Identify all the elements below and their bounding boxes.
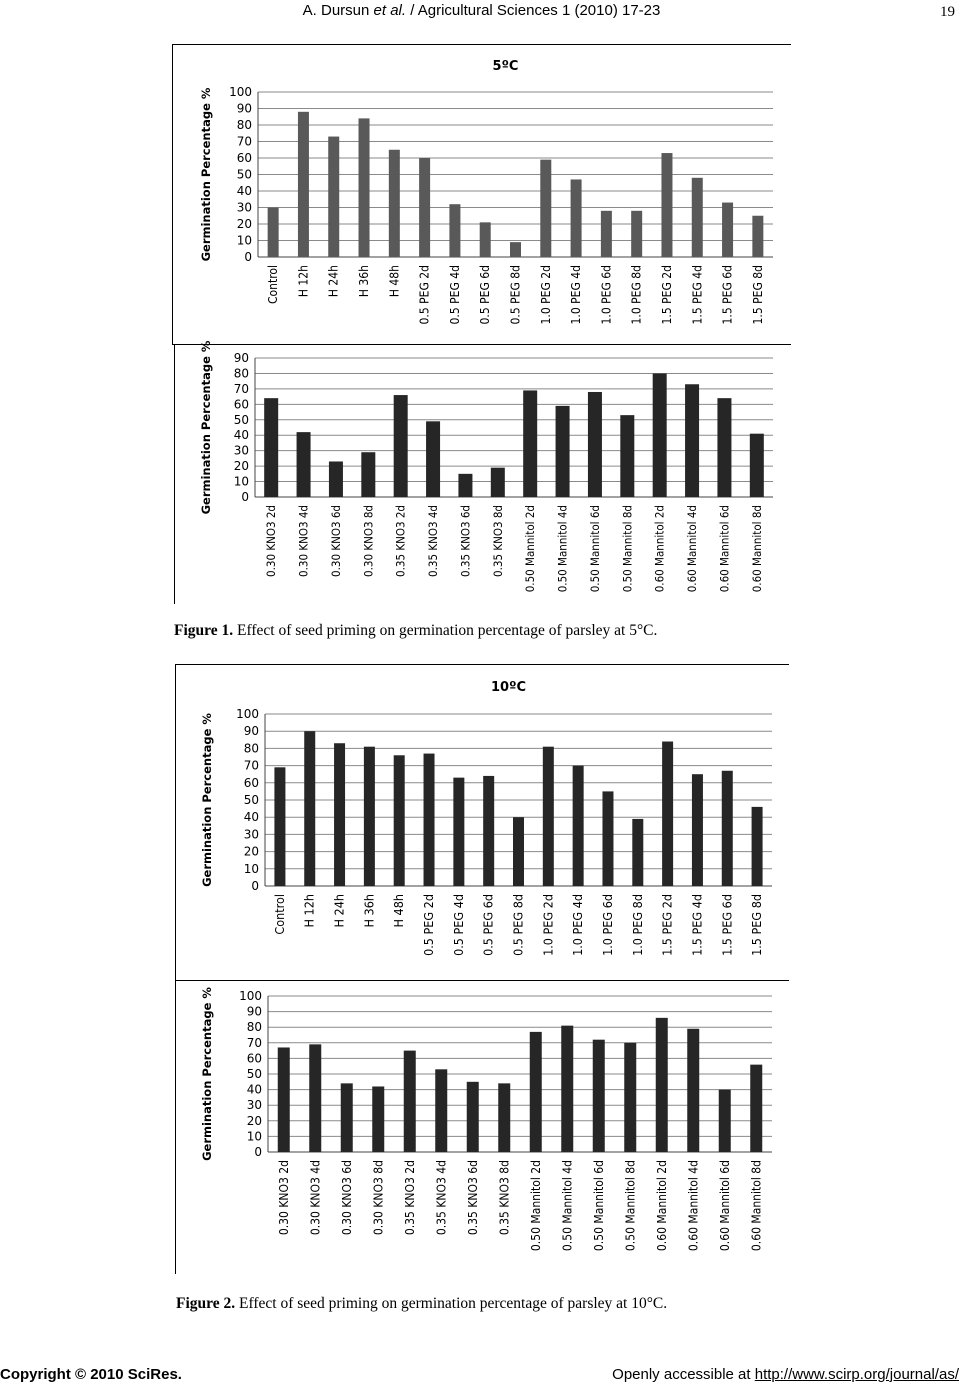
bar xyxy=(717,398,731,497)
x-tick-label: 0.50 Mannitol 4d xyxy=(555,505,570,593)
x-tick-label: Control xyxy=(266,265,281,304)
bar xyxy=(750,434,764,497)
x-tick-label: 0.35 KNO3 6d xyxy=(458,505,473,577)
x-tick-label: 0.5 PEG 8d xyxy=(508,265,523,325)
bar xyxy=(620,415,634,497)
bar xyxy=(510,242,521,257)
x-tick-label: 1.0 PEG 2d xyxy=(540,894,556,956)
x-tick-label: 0.5 PEG 4d xyxy=(450,894,466,956)
fig1-divider xyxy=(172,344,791,345)
chart-title: 10ºC xyxy=(491,680,526,695)
x-tick-label: 0.30 KNO3 8d xyxy=(361,505,376,577)
figure2-caption xyxy=(176,1295,667,1313)
x-tick-label: 1.0 PEG 8d xyxy=(629,265,644,325)
y-tick-label: 0 xyxy=(241,490,249,504)
chart-5c-primary-svg xyxy=(174,46,791,344)
figure2-caption-label: Figure 2. xyxy=(176,1295,236,1312)
bar xyxy=(498,1083,510,1152)
figure2-caption-text: Effect of seed priming on germination percentage of parsley at 10°C. xyxy=(235,1295,668,1312)
bar xyxy=(389,150,400,257)
y-tick-label: 20 xyxy=(246,1113,262,1128)
x-tick-label: 1.0 PEG 6d xyxy=(599,894,615,956)
x-tick-label: 1.5 PEG 2d xyxy=(659,265,674,325)
x-tick-label: 0.60 Mannitol 2d xyxy=(654,1160,669,1252)
bar xyxy=(662,742,673,886)
bar xyxy=(719,1090,731,1152)
x-tick-label: 0.60 Mannitol 8d xyxy=(749,1160,764,1252)
x-tick-label: 0.35 KNO3 4d xyxy=(434,1160,449,1236)
y-tick-label: 10 xyxy=(236,233,252,248)
bar xyxy=(435,1069,447,1152)
bar xyxy=(543,747,554,886)
x-tick-label: H 12h xyxy=(301,894,317,928)
bar xyxy=(426,421,440,497)
bar xyxy=(424,754,435,886)
y-tick-label: 50 xyxy=(233,412,249,427)
figure1-caption-text: Effect of seed priming on germination percentage of parsley at 5°C. xyxy=(233,622,658,639)
x-tick-label: 1.0 PEG 8d xyxy=(629,894,645,956)
bar xyxy=(685,384,699,497)
y-axis-label: Germination Percentage % xyxy=(200,713,214,887)
x-tick-label: 0.35 KNO3 6d xyxy=(465,1160,480,1236)
bar xyxy=(556,406,570,497)
bar xyxy=(722,203,733,257)
y-axis-label: Germination Percentage % xyxy=(199,340,213,515)
y-tick-label: 80 xyxy=(236,118,252,132)
bar xyxy=(483,776,494,886)
x-tick-label: 0.30 KNO3 2d xyxy=(264,505,279,577)
x-tick-label: 1.5 PEG 8d xyxy=(750,265,765,325)
y-tick-label: 40 xyxy=(243,810,259,825)
y-tick-label: 0 xyxy=(244,250,252,264)
y-tick-label: 60 xyxy=(246,1051,262,1066)
y-tick-label: 10 xyxy=(233,474,249,489)
bar xyxy=(419,158,430,257)
bar xyxy=(573,766,584,886)
y-axis-label: Germination Percentage % xyxy=(199,87,213,262)
header-etal: et al. xyxy=(373,2,407,19)
y-tick-label: 70 xyxy=(233,381,249,396)
bar xyxy=(653,373,667,497)
x-tick-label: 0.30 KNO3 6d xyxy=(328,505,343,577)
y-tick-label: 80 xyxy=(233,366,249,381)
x-tick-label: 0.5 PEG 6d xyxy=(480,894,496,956)
x-tick-label: 0.60 Mannitol 6d xyxy=(717,505,732,593)
y-tick-label: 80 xyxy=(246,1020,262,1035)
bar xyxy=(453,778,464,886)
x-tick-label: 0.30 KNO3 6d xyxy=(339,1160,354,1236)
x-tick-label: H 36h xyxy=(361,894,377,928)
x-tick-label: 0.5 PEG 4d xyxy=(447,265,462,325)
bar xyxy=(540,160,551,257)
y-tick-label: 0 xyxy=(254,1145,262,1159)
bar xyxy=(298,112,309,257)
x-tick-label: 0.35 KNO3 2d xyxy=(402,1160,417,1236)
y-tick-label: 90 xyxy=(236,101,252,116)
fig2-top-border xyxy=(175,664,789,665)
x-tick-label: 1.5 PEG 8d xyxy=(749,894,765,956)
bar xyxy=(602,791,613,886)
fig1-left-border-bottom xyxy=(174,344,175,604)
x-tick-label: H 48h xyxy=(391,894,407,928)
bar xyxy=(624,1043,636,1152)
chart-10c-primary xyxy=(176,666,789,979)
bar xyxy=(656,1018,668,1152)
bar xyxy=(692,774,703,886)
bar xyxy=(687,1029,699,1152)
bar xyxy=(449,204,460,257)
y-tick-label: 90 xyxy=(243,724,259,739)
y-tick-label: 40 xyxy=(246,1082,262,1097)
footer-access-text: Openly accessible at xyxy=(612,1366,755,1383)
bar xyxy=(530,1032,542,1152)
x-tick-label: Control xyxy=(271,894,287,935)
y-tick-label: 20 xyxy=(243,844,259,859)
chart-5c-primary xyxy=(174,46,791,344)
y-tick-label: 80 xyxy=(243,741,259,756)
bar xyxy=(268,208,279,258)
y-tick-label: 100 xyxy=(239,989,262,1003)
x-tick-label: 0.60 Mannitol 4d xyxy=(685,505,700,593)
x-tick-label: 0.50 Mannitol 6d xyxy=(591,1160,606,1252)
bar xyxy=(394,755,405,886)
bar xyxy=(722,771,733,886)
bar xyxy=(601,211,612,257)
bar xyxy=(588,392,602,497)
y-tick-label: 30 xyxy=(246,1098,262,1113)
bar xyxy=(561,1026,573,1152)
bar xyxy=(364,747,375,886)
bar xyxy=(480,222,491,257)
fig2-divider xyxy=(175,980,789,981)
x-tick-label: 0.5 PEG 8d xyxy=(510,894,526,956)
x-tick-label: 1.5 PEG 2d xyxy=(659,894,675,956)
x-tick-label: 1.5 PEG 4d xyxy=(690,265,705,325)
x-tick-label: 0.50 Mannitol 2d xyxy=(528,1160,543,1252)
x-tick-label: 1.5 PEG 6d xyxy=(720,265,735,325)
x-tick-label: 0.50 Mannitol 8d xyxy=(620,505,635,593)
y-tick-label: 40 xyxy=(233,428,249,443)
x-tick-label: 0.60 Mannitol 4d xyxy=(686,1160,701,1252)
x-tick-label: 0.50 Mannitol 4d xyxy=(560,1160,575,1252)
bar xyxy=(523,390,537,497)
bar xyxy=(593,1040,605,1152)
x-tick-label: 0.50 Mannitol 8d xyxy=(623,1160,638,1252)
bar xyxy=(304,731,315,886)
bar xyxy=(372,1086,384,1152)
y-tick-label: 0 xyxy=(251,879,259,893)
x-tick-label: 0.5 PEG 2d xyxy=(421,894,437,956)
bar xyxy=(278,1047,290,1152)
bar xyxy=(491,468,505,497)
header-author: A. Dursun xyxy=(302,2,370,19)
footer-access xyxy=(612,1366,959,1383)
y-tick-label: 100 xyxy=(229,85,252,99)
x-tick-label: 1.0 PEG 6d xyxy=(599,265,614,325)
bar xyxy=(752,807,763,886)
x-tick-label: 1.5 PEG 6d xyxy=(719,894,735,956)
y-tick-label: 70 xyxy=(246,1035,262,1050)
chart-10c-secondary xyxy=(176,982,789,1274)
x-tick-label: 0.5 PEG 6d xyxy=(478,265,493,325)
x-tick-label: 1.0 PEG 4d xyxy=(570,894,586,956)
y-tick-label: 90 xyxy=(233,351,249,365)
y-tick-label: 20 xyxy=(233,459,249,474)
figure1-caption-label: Figure 1. xyxy=(174,622,234,639)
bar xyxy=(661,153,672,257)
x-tick-label: 0.30 KNO3 4d xyxy=(308,1160,323,1236)
bar xyxy=(361,452,375,497)
fig1-left-border-top xyxy=(172,44,173,344)
y-tick-label: 50 xyxy=(243,793,259,807)
x-tick-label: 0.60 Mannitol 6d xyxy=(717,1160,732,1252)
bar xyxy=(329,461,343,497)
bar xyxy=(264,398,278,497)
bar xyxy=(328,137,339,257)
x-tick-label: 0.35 KNO3 2d xyxy=(393,505,408,577)
x-tick-label: 0.30 KNO3 4d xyxy=(296,505,311,577)
x-tick-label: 0.35 KNO3 8d xyxy=(490,505,505,577)
bar xyxy=(750,1065,762,1152)
y-tick-label: 30 xyxy=(243,827,259,842)
bar xyxy=(297,432,311,497)
footer-copyright: Copyright © 2010 SciRes. xyxy=(0,1366,182,1383)
chart-10c-secondary-svg xyxy=(176,982,789,1274)
bar xyxy=(752,216,763,257)
y-tick-label: 30 xyxy=(233,443,249,458)
y-tick-label: 90 xyxy=(246,1004,262,1019)
bar xyxy=(571,179,582,257)
y-tick-label: 70 xyxy=(236,134,252,149)
running-header xyxy=(0,2,963,19)
bar xyxy=(394,395,408,497)
x-tick-label: 0.5 PEG 2d xyxy=(417,265,432,325)
x-tick-label: 0.50 Mannitol 2d xyxy=(523,505,538,593)
y-tick-label: 50 xyxy=(236,167,252,182)
x-tick-label: 1.0 PEG 4d xyxy=(569,265,584,325)
y-tick-label: 10 xyxy=(243,861,259,876)
x-tick-label: 1.5 PEG 4d xyxy=(689,894,705,956)
fig1-top-border xyxy=(172,44,791,45)
x-tick-label: 0.30 KNO3 8d xyxy=(371,1160,386,1236)
chart-5c-secondary xyxy=(176,340,791,604)
chart-5c-secondary-svg xyxy=(176,340,791,604)
x-tick-label: 0.35 KNO3 4d xyxy=(426,505,441,577)
x-tick-label: 0.35 KNO3 8d xyxy=(497,1160,512,1236)
bar xyxy=(513,817,524,886)
x-tick-label: 0.60 Mannitol 8d xyxy=(749,505,764,593)
y-tick-label: 40 xyxy=(236,184,252,198)
x-tick-label: H 48h xyxy=(387,265,402,298)
bar xyxy=(632,819,643,886)
y-tick-label: 70 xyxy=(243,758,259,773)
footer-journal-link[interactable]: http://www.scirp.org/journal/as/ xyxy=(754,1366,959,1383)
y-tick-label: 100 xyxy=(236,707,259,721)
bar xyxy=(309,1044,321,1152)
y-tick-label: 30 xyxy=(236,200,252,215)
y-tick-label: 60 xyxy=(243,775,259,790)
x-tick-label: 0.30 KNO3 2d xyxy=(276,1160,291,1236)
y-tick-label: 50 xyxy=(246,1067,262,1081)
bar xyxy=(458,474,472,497)
y-tick-label: 60 xyxy=(233,397,249,412)
x-tick-label: H 24h xyxy=(326,265,341,298)
y-tick-label: 20 xyxy=(236,217,252,231)
y-tick-label: 10 xyxy=(246,1129,262,1144)
figure1-caption xyxy=(174,622,657,640)
chart-title: 5ºC xyxy=(492,59,519,74)
bar xyxy=(692,178,703,257)
x-tick-label: 0.60 Mannitol 2d xyxy=(652,505,667,593)
x-tick-label: H 12h xyxy=(296,265,311,298)
page-header xyxy=(0,2,963,22)
bar xyxy=(631,211,642,257)
x-tick-label: H 36h xyxy=(357,265,372,298)
bar xyxy=(341,1083,353,1152)
bar xyxy=(359,118,370,257)
x-tick-label: 0.50 Mannitol 6d xyxy=(587,505,602,593)
x-tick-label: 1.0 PEG 2d xyxy=(538,265,553,325)
x-tick-label: H 24h xyxy=(331,894,347,928)
y-tick-label: 60 xyxy=(236,151,252,165)
bar xyxy=(404,1051,416,1152)
page-number: 19 xyxy=(940,4,955,20)
bar xyxy=(334,743,345,886)
bar xyxy=(467,1082,479,1152)
header-journal: / Agricultural Sciences 1 (2010) 17-23 xyxy=(410,2,661,19)
bar xyxy=(274,767,285,886)
chart-10c-primary-svg xyxy=(176,666,789,979)
y-axis-label: Germination Percentage % xyxy=(200,987,214,1161)
